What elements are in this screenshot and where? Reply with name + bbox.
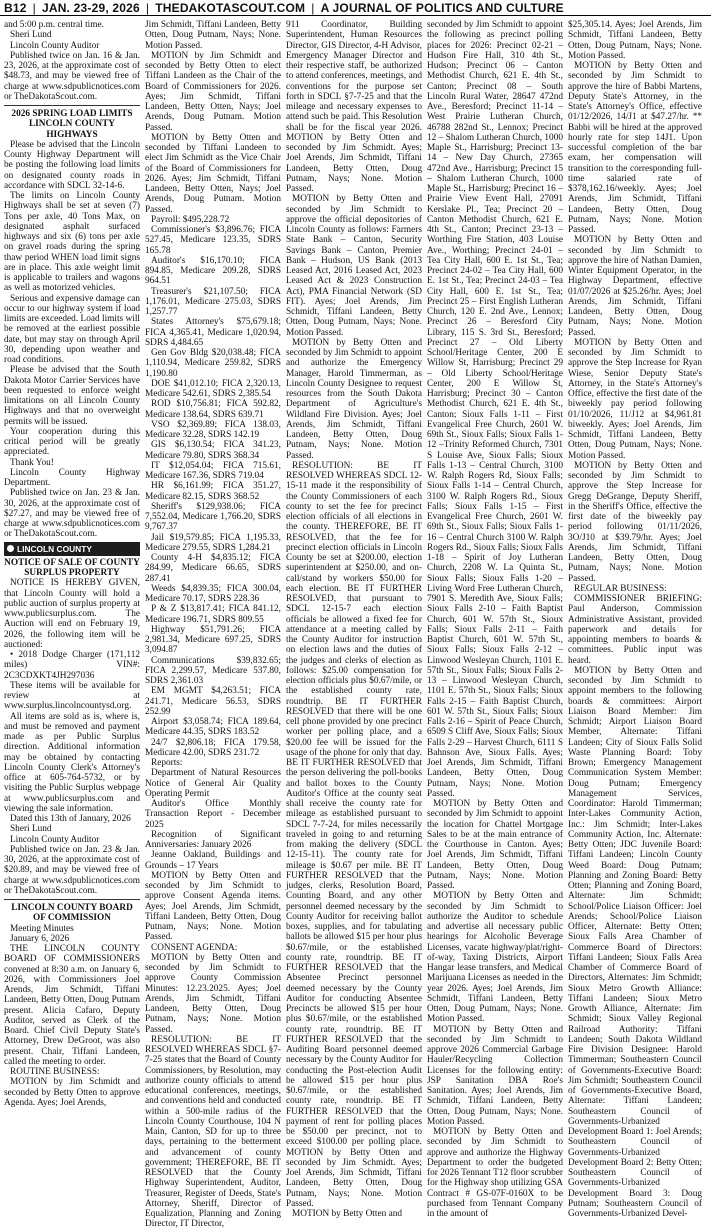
column-1 — [4, 20, 140, 1108]
divider — [4, 105, 140, 106]
publication-note: Published twice on Jan. 16 & Jan. 23, 2026, at the approximate cost of $48.73, and may be viewed free of charge at www.sdpublicnotices.com or TheDakotaScout.com. — [4, 50, 140, 102]
notice-text: The limits on Lincoln County Highways shall be set at seven (7) Tons per axle, 40 Tons Max, on designated asphalt surfaced highways and six (6) tons per axle on gravel roads during the spring thaw period WHEN load limit signs are in place. This axle weight limit is applicable to trailers and wagons as well as motorized vehicles. — [4, 191, 140, 294]
notice-text: 911 Coordinator, Building Superintendent, Human Resources Director, GIS Director, 4-H Advisor, Emergency Manager Director and their respective staff, be authorized to attend conferences, meetings, and conventions for the purpose set forth in SDCL §7-7-25 and that the mileage and necessary expenses to attend such be paid. This Resolution shall be for the fiscal year 2026. MOTION by Betty Otten and seconded by Jim Schmidt. Ayes; Joel Arends, Jim Schmidt, Tiffani Landeen, Betty Otten, Doug Putnam, Nays; None. Motion Passed. — [286, 20, 422, 194]
notice-text: RESOLUTION: BE IT RESOLVED WHEREAS SDCL §7-7-25 states that the Board of County Commissioners, by Resolution, may authorize county officials to attend educational conferences, meetings, and conventions held and conducted within a 500-mile radius of the Lincoln County Courthouse, 104 N Main, Canton, SD for up to three days, pertaining to the betterment and advancement of county government; THEREFORE, BE IT RESOLVED that the County Highway Superintendent, Auditor, Treasurer, Register of Deeds, State's Attorney, Sheriff, Director of Equalization, Planning and Zoning Director, IT Director, — [145, 1034, 281, 1230]
notice-text: Reports: — [151, 758, 183, 768]
notice-text: Jim Schmidt, Tiffani Landeen, Betty Otten, Doug Putnam, Nays; None. Motion Passed. — [145, 20, 281, 51]
notice-text: ROD $10,756.81; FICA 592.82, Medicare 138.64, SDRS 639.71 — [145, 399, 281, 420]
notice-text: Commissioner's $3,896.76; FICA 527.45, Medicare 123.35, SDRS 165.78 — [145, 225, 281, 256]
notice-text: seconded by Jim Schmidt to appoint the following as precinct polling places for 2026: Precinct 02-21 – Hudson Fire Hall, 310 4th St., Hudson; Precinct 06 – Canton Methodist Church, 621 E. 4th St., Canton; Precinct 08 – South Lincoln Rural Water, 28647 472nd Ave., Beresford; Precinct 11-14 – West Prairie Lutheran Church, 46788 282nd St., Lennox; Precinct 12 – Shalom Lutheran Church, 1000 Maple St., Harrisburg; Precinct 13-14 – New Day Church, 27365 472nd Ave., Harrisburg; Precinct 15 – Shalom Lutheran Church, 1000 Maple St., Harrisburg; Precinct 16 – Prairie View Event Hall, 27091 Kerslake Pl., Tea; Precinct 20 – Canton Methodist Church, 621 E. 4th St., Canton; Precinct 23-13 – Worthing Fire Station, 403 Louise Ave., Worthing; Precinct 24-01 – Tea City Hall, 600 E. 1st St., Tea; Precinct 24-02 – Tea City Hall, 600 E. 1st St., Tea; Precinct 24-03 – Tea City Hall, 600 E. 1st St., Tea; Precinct 25 – First English Lutheran Church, 120 E. 2nd Ave., Lennox; Precinct 26 – Beresford City Library, 115 S. 3rd St., Beresford; Precinct 27 – Old Liberty School/Heritage Center, 200 E Willow St, Harrisburg; Precinct 29 – Old Liberty School/Heritage Center, 200 E Willow St, Harrisburg; Precinct 30 – Canton Methodist Church, 621 E. 4th St., Canton; Sioux Falls 1-11 – First Evangelical Free Church, 2601 W. 69th St., Sioux Falls; Sioux Falls 1-12 –Trinity Reformed Church, 7301 S Louise Ave, Sioux Falls; Sioux Falls 1-13 – Central Church, 3100 W. Ralph Rogers Rd, Sioux Falls; Sioux Falls 1-14 – Central Church, 3100 W. Ralph Rogers Rd., Sioux Falls; Sioux Falls 1-15 – First Evangelical Free Church, 2601 W. 69th St., Sioux Falls; Sioux Falls 1-16 – Central Church 3100 W. Ralph Rogers Rd., Sioux Falls; Sioux Falls 1-18 – Spirit of Joy Lutheran Church, 2208 W. La Quinta St., Sioux Falls; Sioux Falls 1-20 –Living Word Free Lutheran Church, 7901 S. Meredith Ave, Sioux Falls; Sioux Falls 2-10 – Faith Baptist Church, 601 W. 57th St., Sioux Falls; Sioux Falls 2-11 – Faith Baptist Church, 601 W. 57th St., Sioux Falls; Sioux Falls 2-12 – Linwood Wesleyan Church, 1101 E. 57th St., Sioux Falls; Sioux Falls 2-13 – Linwood Wesleyan Church, 1101 E. 57th St., Sioux Falls; Sioux Falls 2-15 – Faith Baptist Church, 601 W. 57th St., Sioux Falls; Sioux Falls 2-16 – Spirit of Peace Church, 6509 S Cliff Ave, Sioux Falls; Sioux Falls 2-29 – Harvest Church, 6111 S Bahnson Ave, Sioux Falls. Ayes; Joel Arends, Jim Schmidt, Tiffani Landeen, Betty Otten, Doug Putnam, Nays; None. Motion Passed. — [427, 20, 563, 799]
notice-text: P & Z $13,817.41; FICA 841.12, Medicare 196.71, SDRS 809.55 — [145, 604, 281, 625]
notice-text: MOTION by Betty Otten and seconded by Jim Schmidt to approve the official depositories of Lincoln County as follows: Farmers State Bank – Canton, Security Savings Bank – Canton, Premier Bank – Hudson, US Bank (2013 Leased Act, 2016 Leased Act, 2023 Leased Act & 2023 Construction Act), PMA Financial Network (SD FIT). Ayes; Joel Arends, Jim Schmidt, Tiffani Landeen, Betty Otten, Doug Putnam, Nays; None. Motion Passed. — [286, 194, 422, 338]
notice-text: RESOLUTION: BE IT RESOLVED WHEREAS SDCL 12-15-11 made it the responsibility of the County Commissioners of each county to set the fee for precinct election officials of all elections in the county. THEREFORE, BE IT RESOLVED, that the fee for precinct election officials in Lincoln County be set at $200.00, election superintendent at $250.00, and on-call/stand by workers $50.00 for each election. BE IT FURTHER RESOLVED, that pursuant to SDCL 12-15-7 each election officials be allowed a fixed fee for attendance at a meeting called by the County Auditor for instruction on election laws and the duties of the judges and clerks of election as follows: $25.00 compensation for election officials plus $0.67/mile, or the established county rate, roundtrip. BE IT FURTHER RESOLVED that there will be one cell phone provided by one precinct worker per polling place, and a $20.00 fee will be issued for the usage of the phone for only that day. BE IT FURTHER RESOLVED that the person delivering the poll-books and ballot boxes to the County Auditor's Office at the county seat shall receive the county rate for mileage as established pursuant to SDCL 7-7-24, for miles necessarily traveled in going to and returning from making the delivery (SDCL 12-15-11). The county rate for mileage is $0.67 per mile. BE IT FURTHER RESOLVED that the judges, clerks, Resolution Board, Counting Board, and any other personnel deemed necessary by the County Auditor for receiving ballot boxes, supplies, and for tabulating ballots be allowed $15 per hour plus $0.67/mile, or the established county rate, roundtrip. BE IT FURTHER RESOLVED that the Absentee Precinct personnel deemed necessary by the County Auditor for conducting Absentee Precincts be allowed $15 per hour plus $0.67/mile, or the established county rate, roundtrip. BE IT FURTHER RESOLVED that the Auditing Board personnel deemed necessary by the County Auditor for conducting the Post-election Audit be allowed $15 per hour plus $0.67/mile, or the established county rate, roundtrip. BE IT FURTHER RESOLVED that the payment of rent for polling places be $50.00 per precinct, not to exceed $100.00 per polling place. MOTION by Betty Otten and seconded by Jim Schmidt. Ayes; Joel Arends, Jim Schmidt, Tiffani Landeen, Betty Otten, Doug Putnam, Nays; None. Motion Passed. — [286, 460, 422, 1209]
notice-text: Treasurer's $21,107.50; FICA 1,176.01, Medicare 275.03, SDRS 1,257.77 — [145, 286, 281, 317]
notice-text: MOTION by Betty Otten and seconded by Jim Schmidt to approve the Step Increase for Ryan Wiese, Senior Deputy State's Attorney, in the State's Attorney's Office, effective the first date of the biweekly pay period following 01/10/2026, 11/J12 at $4,961.81 biweekly. Ayes; Joel Arends, Jim Schmidt, Tiffani Landeen, Betty Otten, Doug Putnam, Nays; None. Motion Passed. — [568, 337, 702, 461]
masthead-separator: | — [32, 0, 36, 15]
signature-title: Lincoln County Auditor — [10, 834, 100, 845]
notice-text: These items will be available for review at www.surplus.lincolncountysd.org. — [4, 680, 140, 712]
notice-text: County 4-H $4,835.12; FICA 284.99, Medicare 66.65, SDRS 287.41 — [145, 553, 281, 584]
notice-text: Jeanne Oakland, Buildings and Grounds – 17 Years — [145, 850, 281, 871]
notice-text: COMMISSIONER BRIEFING: Paul Anderson, Commission Administrative Assistant, provided paperwork and details for appointing members to boards & committees. Public input was heard. — [568, 594, 702, 666]
notice-text: • 2018 Dodge Charger (171,112 miles) VIN#: 2C3CDXKT4JH297036 — [4, 650, 140, 681]
page-number: B12 — [4, 0, 27, 15]
notice-text: ROUTINE BUSINESS: — [10, 1067, 100, 1077]
notice-text: MOTION by Betty Otten and seconded by Jim Schmidt to approve the Step Increase for Gregg DeGrange, Deputy Sheriff, in the Sheriff's Office, effective the first date of the biweekly pay period following 01/11/2026, 3O/J10 at $39.79/hr. Ayes; Joel Arends, Jim Schmidt, Tiffani Landeen, Betty Otten, Doug Putnam, Nays; None. Motion Passed. — [568, 460, 702, 584]
notice-text: 24/7 $2,806.18; FICA 179.58, Medicare 42.00, SDRS 231.72 — [145, 737, 281, 758]
notice-heading: LINCOLN COUNTY BOARD OF COMMISSION — [11, 903, 133, 924]
notice-text: THE LINCOLN COUNTY BOARD OF COMMISSIONERS convened at 8:30 a.m. on January 6, 2026, with Commissioners Joel Arends, Jim Schmidt, Tiffani Landeen, Betty Otten, Doug Putnam present. Alicia Cafaro, Deputy Auditor, served as Clerk of the Board. Chief Civil Deputy State's Attorney, Drew DeGroot, was also present. Chair, Tiffani Landeen, called the meeting to order. — [4, 944, 140, 1067]
tagline: A JOURNAL OF POLITICS AND CULTURE — [320, 0, 564, 15]
publication-note: Published twice on Jan. 23 & Jan. 30, 2026, at the approximate cost of $20.89, and may be viewed free of charge at www.sdpublicnotices.com or TheDakotaScout.com. — [4, 844, 140, 896]
notice-text: Weeds $4,839.35; FICA 300.04, Medicare 70.17, SDRS 228.36 — [145, 583, 281, 604]
notice-text: Payroll: $495,228.72 — [151, 214, 230, 225]
masthead-separator: | — [145, 0, 150, 15]
notice-text: January 6, 2026 — [10, 933, 70, 944]
notice-heading: NOTICE OF SALE OF COUNTY SURPLUS PROPERTY — [4, 557, 140, 578]
notice-text: Auditor's $16,170.10; FICA 894.85, Medicare 209.28, SDRS 964.51 — [145, 255, 281, 287]
notice-text: GIS $6,130.54; FICA 341.23, Medicare 79.80, SDRS 368.34 — [145, 440, 281, 461]
notice-text: Communications $39,832.65; FICA 2,299.57, Medicare 537.80, SDRS 2,361.03 — [145, 655, 281, 686]
notice-text: MOTION by Betty Otten and seconded by Jim Schmidt to approve County Commission Minutes: 12.23.2025. Ayes; Joel Arends, Jim Schmidt, Tiffani Landeen, Betty Otten, Doug Putnam, Nays; None. Motion Passed. — [145, 952, 281, 1035]
notice-text: Jail $19,579.85; FICA 1,195.33, Medicare 279.55, SDRS 1,284.21 — [145, 532, 281, 553]
signature-name: Sheri Lund — [10, 30, 52, 41]
notice-text: States Attorney's $75,679.18; FICA 4,365.41, Medicare 1,020.94, SDRS 4,484.65 — [145, 317, 281, 348]
notice-text: EM MGMT $4,263.51; FICA 241.71, Medicare 56.53, SDRS 252.99 — [145, 686, 281, 717]
notice-text: MOTION by Betty Otten and seconded by Tiffani Landeen to elect Jim Schmidt as the Vice Chair of the Board of Commissioners for 2026. Ayes; Jim Schmidt, Tiffani Landeen, Betty Otten, Nays; Joel Arends, Doug Putnam. Motion Passed. — [145, 132, 281, 215]
county-seal-icon — [7, 545, 14, 552]
notice-text: Dated this 13th of January, 2026 — [10, 814, 131, 824]
notice-text: MOTION by Jim Schmidt and seconded by Betty Otten to elect Tiffani Landeen as the Chair of the Board of Commissioners for 2026. Ayes; Jim Schmidt, Tiffani Landeen, Betty Otten, Nays; Joel Arends, Doug Putnam. Motion Passed. — [145, 50, 281, 133]
notice-text: Auditor's Office Monthly Transaction Report - December 2025 — [145, 799, 281, 830]
notice-text: and 5:00 p.m. central time. — [4, 20, 104, 30]
site-name: THEDAKOTASCOUT.COM — [155, 0, 306, 15]
column-2 — [145, 20, 281, 1230]
notice-text: Department of Natural Resources Notice of General Air Quality Operating Permit — [145, 768, 281, 799]
issue-date: JAN. 23-29, 2026 — [41, 0, 140, 15]
notice-text: MOTION by Betty Otten and seconded by Jim Schmidt to appoint the location for Chattel Mortgage Sales to be at the main entrance of the Courthouse in Canton. Ayes; Joel Arends, Jim Schmidt, Tiffani Landeen, Betty Otten, Doug Putnam, Nays; None. Motion Passed. — [427, 799, 563, 891]
column-4 — [427, 20, 563, 1219]
notice-text: MOTION by Betty Otten and seconded by Jim Schmidt to approve 2026 Commercial Garbage Hauler/Recycling Collection Licenses for the following entity: JSP Sanitation DBA Roe's Sanitation. Ayes; Joel Arends, Jim Schmidt, Tiffani Landeen, Betty Otten, Doug Putnam, Nays; None. Motion Passed. — [427, 1024, 563, 1127]
notice-text: REGULAR BUSINESS: — [574, 583, 667, 594]
notice-text: Please be advised that the South Dakota Motor Carrier Services have been requested to enforce weight limitations on all Lincoln County Highways and that no overweight permits will be issued. — [4, 365, 140, 427]
signature-name: Sheri Lund — [10, 824, 52, 835]
publication-note: Published twice on Jan. 23 & Jan. 30, 2026, at the approximate cost of $27.27, and may be viewed free of charge at www.sdpublicnotices.com or TheDakotaScout.com. — [4, 488, 140, 540]
notice-text: Your cooperation during this critical period will be greatly appreciated. — [4, 426, 140, 458]
notice-columns — [4, 20, 707, 1230]
notice-text: MOTION by Betty Otten and seconded by Jim Schmidt to approve the hire of Nathan Damien, Winter Equipment Operator, in the Highway Department, effective 01/07/2026 at $25.26/hr. Ayes; Joel Arends, Jim Schmidt, Tiffani Landeen, Betty Otten, Doug Putnam, Nays; None. Motion Passed. — [568, 235, 702, 338]
notice-text: MOTION by Betty Otten and seconded by Jim Schmidt to approve and authorize the Highway Department to order the budgeted for 2026 Tennant T12 floor scrubber for the Highway shop utilizing GSA Contract # GS-07F-0160X to be purchased from Tennant Company in the amount of — [427, 1127, 563, 1219]
column-5 — [568, 20, 702, 1219]
notice-text: NOTICE IS HEREBY GIVEN, that Lincoln County will hold a public auction of surplus property at www.publicsurplus.com. The Auction will end on February 19, 2026, the following item will be auctioned: — [4, 578, 140, 650]
column-3 — [286, 20, 422, 1219]
signature-title: Lincoln County Auditor — [10, 40, 100, 51]
notice-heading: 2026 SPRING LOAD LIMITS LINCOLN COUNTY HIGHWAYS — [11, 109, 133, 140]
notice-text: VSO $2,369.89; FICA 138.03, Medicare 32.28, SDRS 142.19 — [145, 419, 281, 440]
notice-text: Highway $51,791.26; FICA 2,981.34, Medicare 697.25, SDRS 3,094.87 — [145, 624, 281, 656]
notice-text: IT $12,054.04; FICA 715.61, Medicare 167.36, SDRS 719.04 — [145, 460, 281, 481]
masthead — [0, 0, 711, 16]
notice-text: MOTION by Jim Schmidt and seconded by Betty Otten to approve Agenda. Ayes; Joel Arends, — [4, 1077, 140, 1108]
notice-text: All items are sold as is, where is, and must be removed and payment made as per Public Surplus direction. Additional information may be obtained by contacting Lincoln County Clerk's Attorney's office at 605-764-5732, or by visiting the Public Surplus webpage at www.publicsurplus.com and viewing the sale information. — [4, 711, 140, 814]
masthead-separator: | — [311, 0, 315, 15]
notice-text: Airport $3,058.74; FICA 189.64, Medicare 44.35, SDRS 183.52 — [145, 717, 281, 738]
notice-text: Recognition of Significant Anniversaries: January 2026 — [145, 829, 281, 850]
notice-text: MOTION by Betty Otten and — [292, 1209, 402, 1219]
notice-text: $25,305.14. Ayes; Joel Arends, Jim Schmidt, Tiffani Landeen, Betty Otten, Doug Putnam, Nays; None. Motion Passed. — [568, 20, 702, 61]
notice-text: MOTION by Betty Otten and seconded by Jim Schmidt to appoint members to the following boards & committees: Airport Liaison Board Member: Jim Schmidt; Airport Liaison Board Member, Alternate: Tiffani Landeen; City of Sioux Falls Solid Waste Planning Board: Toby Brown; Emergency Management Communication System Member: Doug Putnam; Emergency Management Services, Coordinator: Harold Timmerman; Inter-Lakes Community Action, Inc.: Jim Schmidt; Inter-Lakes Community Action, Inc. Alternate: Betty Otten; JDC Juvenile Board: Tiffani Landeen; Lincoln County Weed Board: Doug Putnam; Planning and Zoning Board: Betty Otten; Planning and Zoning Board, Alternate: Jim Schmidt; School/Police Liaison Officer: Joel Arends; School/Police Liaison Officer, Alternate: Betty Otten; Sioux Falls Area Chamber of Commerce Board of Directors: Tiffani Landeen; Sioux Falls Area Chamber of Commerce Board of Directors, Alternates: Jim Schmidt; Sioux Metro Growth Alliance: Tiffani Landeen; Sioux Metro Growth Alliance, Alternate: Jim Schmidt; Sioux Valley Regional Railroad Authority: Tiffani Landeen; South Dakota Wildland Fire Division Designee: Harold Timmerman; Southeastern Council of Governments-Executive Board: Jim Schmidt; Southeastern Council of Governments-Executive Board, Alternate: Tiffani Landeen; Southeastern Council of Governments-Urbanized Development Board 1: Joel Arends; Southeastern Council of Governments-Urbanized Development Board 2: Betty Otten; Southeastern Council of Governments-Urbanized Development Board 3: Doug Putnam; Southeastern Council of Governments-Urbanized Devel- — [568, 665, 702, 1219]
banner-label: LINCOLN COUNTY — [17, 543, 92, 554]
notice-text: Thank You! — [10, 457, 54, 468]
notice-text: MOTION by Betty Otten and seconded by Jim Schmidt to approve Consent Agenda items. Ayes; Joel Arends, Jim Schmidt, Tiffani Landeen, Betty Otten, Doug Putnam, Nays; None. Motion Passed. — [145, 870, 281, 943]
notice-text: Serious and expensive damage can occur to our highway system if load limits are exceeded. Load limits will be removed at the earliest possible date, but may stay on through April 30, depending upon weather and road conditions. — [4, 293, 140, 365]
notice-text: DOE $41,012.10; FICA 2,320.13, Medicare 542.61, SDRS 2,385.54 — [145, 378, 281, 399]
notice-text: Gen Gov Bldg $20,038.48; FICA 1,110.94, Medicare 259.82, SDRS 1,190.80 — [145, 348, 281, 379]
notice-text: Lincoln County Highway Department. — [4, 467, 140, 488]
county-banner — [4, 542, 140, 556]
divider — [4, 899, 140, 900]
notice-text: HR $6,161.99; FICA 351.27, Medicare 82.15, SDRS 368.52 — [145, 481, 281, 502]
notice-text: Meeting Minutes — [10, 923, 74, 934]
notice-text: CONSENT AGENDA: — [151, 942, 238, 953]
notice-text: Sheriff's $129,938.06; FICA 7,552.04, Medicare 1,766.20, SDRS 9,767.37 — [145, 501, 281, 533]
notice-text: Please be advised that the Lincoln County Highway Department will be posting the following load limits on designated county roads in accordance with SDCL 32-14-6. — [4, 139, 140, 191]
notice-text: MOTION by Betty Otten and seconded by Jim Schmidt to approve the hire of Babbi Martens, Deputy State's Attorney, in the State's Attorney's Office, effective 01/12/2026, 14/J1 at $47.27/hr. ** Babbi will be hired at the approved hourly rate for step 14J1. Upon successful completion of the bar exam, her compensation will transition to the corresponding full-time salaried rate of $378,162.16/weekly. Ayes; Joel Arends, Jim Schmidt, Tiffani Landeen, Betty Otten, Doug Putnam, Nays; None. Motion Passed. — [568, 61, 702, 235]
notice-text: MOTION by Betty Otten and seconded by Jim Schmidt to appoint and authorize the Emergency Manager, Harold Timmerman, as Lincoln County Designee to request resources from the South Dakota Department of Agriculture's Wildland Fire Division. Ayes; Joel Arends, Jim Schmidt, Tiffani Landeen, Betty Otten, Doug Putnam, Nays; None. Motion Passed. — [286, 337, 422, 461]
notice-text: MOTION by Betty Otten and seconded by Jim Schmidt to authorize the Auditor to schedule and advertise all necessary public hearings for Alcoholic Beverage Licenses, vacate highway/plat/right-of-way, Taxing Districts, Airport Hangar lease transfers, and Medical Marijuana Licenses as needed in the year 2026. Ayes; Joel Arends, Jim Schmidt, Tiffani Landeen, Betty Otten, Doug Putnam, Nays; None. Motion Passed. — [427, 891, 563, 1025]
